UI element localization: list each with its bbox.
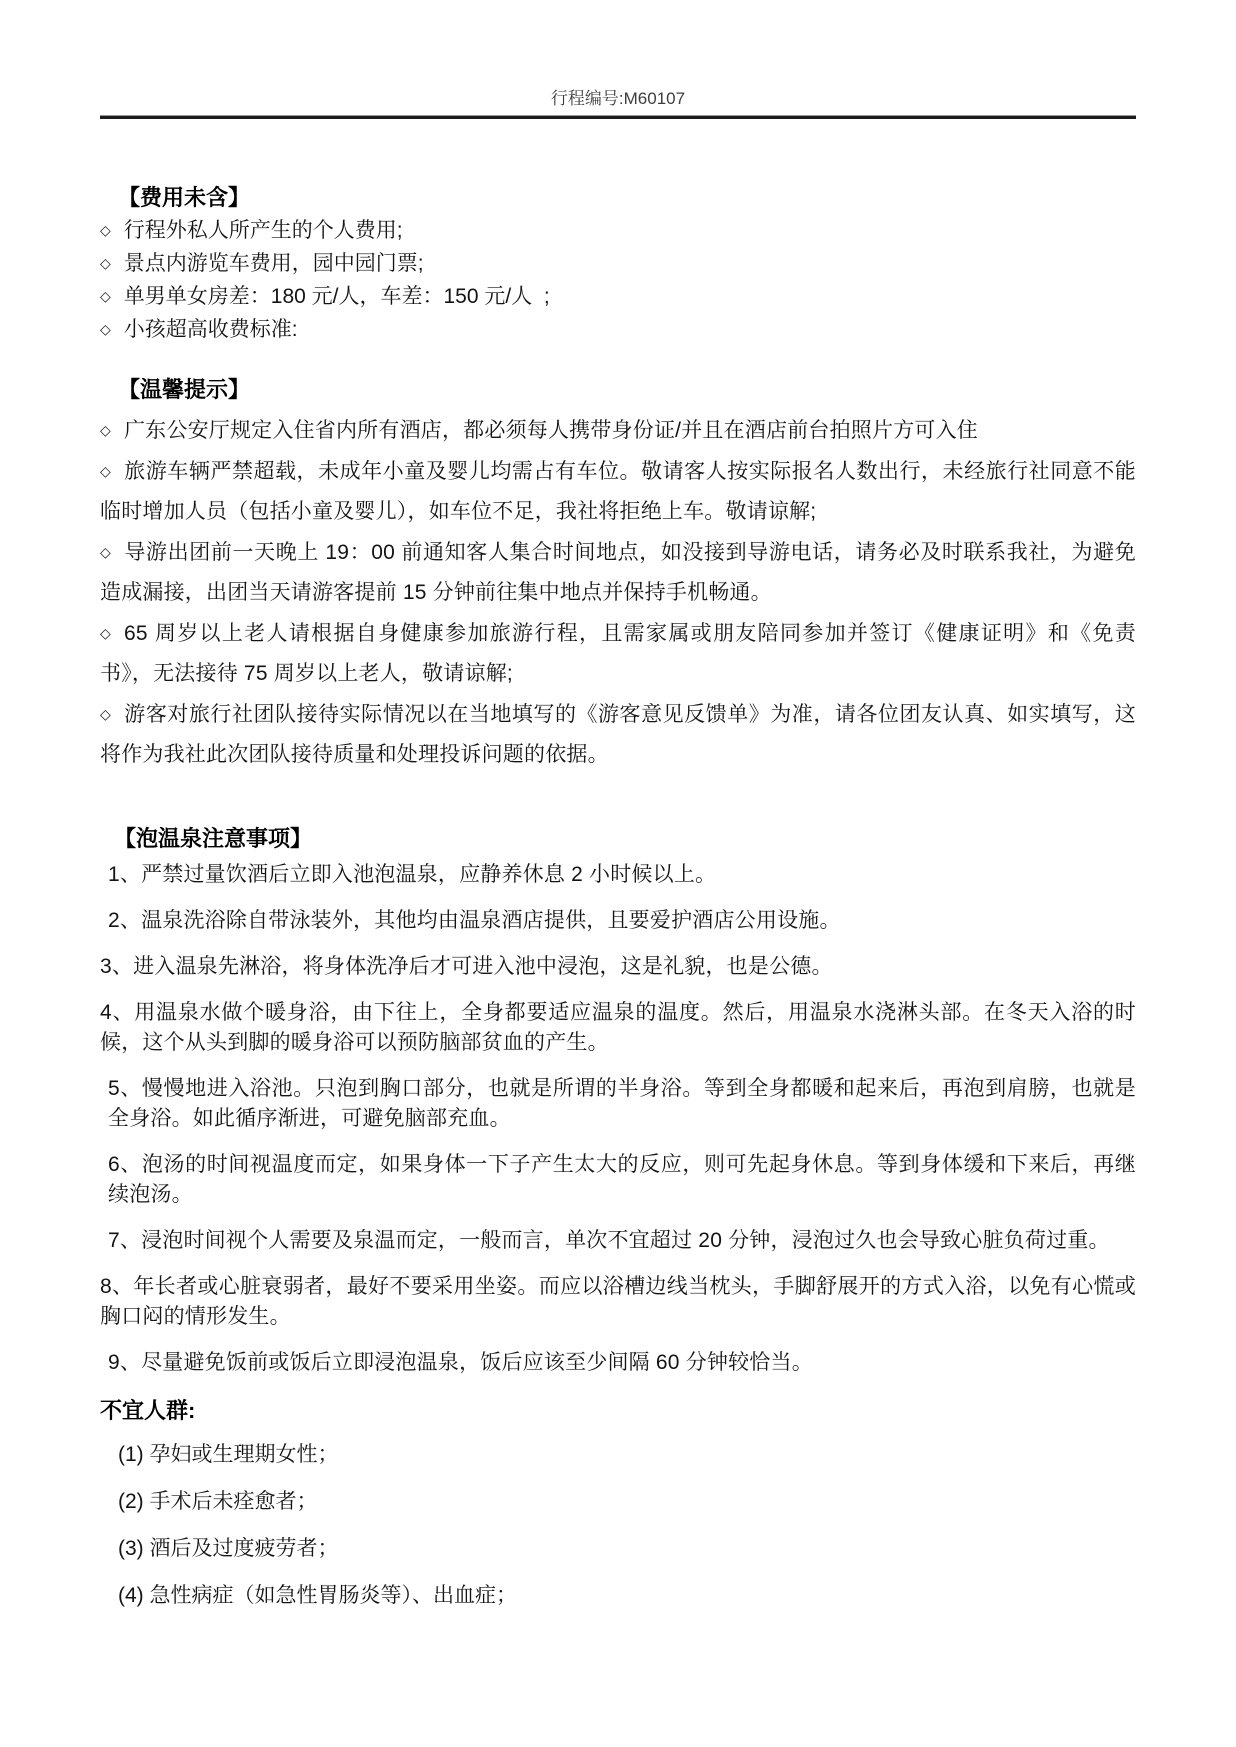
diamond-bullet-icon: ◇ [100,255,111,271]
diamond-bullet-icon: ◇ [100,706,111,722]
hotspring-item: 9、尽量避免饭前或饭后立即浸泡温泉，饭后应该至少间隔 60 分钟较恰当。 [108,1351,813,1374]
diamond-bullet-icon: ◇ [100,544,111,560]
fee-item-text: 景点内游览车费用，园中园门票; [123,252,424,275]
tip-item-text: 导游出团前一天晚上 19：00 前通知客人集合时间地点，如没接到导游电话，请务必及时联系我社，为避免造成漏接，出团当天请游客提前 15 分钟前往集中地点并保持手机畅通。 [100,541,1136,604]
diamond-bullet-icon: ◇ [100,625,111,641]
header-divider [100,116,1136,119]
hotspring-item: 8、年长者或心脏衰弱者，最好不要采用坐姿。而应以浴槽边线当枕头，手脚舒展开的方式入浴，以免有心慌或胸口闷的情形发生。 [100,1275,1136,1328]
unsuitable-item: (2) 手术后未痊愈者； [118,1490,318,1513]
tip-item [100,613,1136,694]
unsuitable-item: (3) 酒后及过度疲劳者； [118,1537,339,1560]
diamond-bullet-icon: ◇ [100,288,111,304]
hotspring-item: 2、温泉洗浴除自带泳装外，其他均由温泉酒店提供，且要爱护酒店公用设施。 [108,909,841,932]
tip-item-text: 广东公安厅规定入住省内所有酒店，都必须每人携带身份证/并且在酒店前台拍照片方可入住 [123,419,978,442]
unsuitable-item: (4) 急性病症（如急性胃肠炎等）、出血症； [118,1584,517,1607]
fee-item-text: 单男单女房差：180 元/人，车差：150 元/人 ; [123,285,550,308]
hotspring-section-title: 【泡温泉注意事项】 [114,826,313,851]
diamond-bullet-icon: ◇ [100,222,111,238]
tip-item [100,694,1136,775]
doc-number: 行程编号:M60107 [550,89,686,108]
fee-item-text: 小孩超高收费标准: [123,318,298,341]
hotspring-item: 4、用温泉水做个暖身浴，由下往上，全身都要适应温泉的温度。然后，用温泉水浇淋头部。在冬天入浴的时候，这个从头到脚的暖身浴可以预防脑部贫血的产生。 [100,1001,1136,1054]
unsuitable-item: (1) 孕妇或生理期女性； [118,1443,339,1466]
fee-item [100,214,1136,247]
tip-item-text: 旅游车辆严禁超载，未成年小童及婴儿均需占有车位。敬请客人按实际报名人数出行，未经旅行社同意不能临时增加人员（包括小童及婴儿），如车位不足，我社将拒绝上车。敬请谅解; [100,460,1136,523]
section-hotspring-notes [100,822,1136,1378]
section-fees-excluded [100,181,1136,346]
tip-item-text: 游客对旅行社团队接待实际情况以在当地填写的《游客意见反馈单》为准，请各位团友认真、如实填写，这将作为我社此次团队接待质量和处理投诉问题的依据。 [100,703,1136,766]
fee-item-text: 行程外私人所产生的个人费用; [123,219,403,242]
tip-item [100,532,1136,613]
section-unsuitable-people [100,1394,1136,1612]
fee-item [100,280,1136,313]
tip-item-text: 65 周岁以上老人请根据自身健康参加旅游行程，且需家属或朋友陪同参加并签订《健康证明》和《免责书》，无法接待 75 周岁以上老人，敬请谅解; [100,622,1136,685]
tips-section-title: 【温馨提示】 [118,377,251,402]
unsuitable-title: 不宜人群: [100,1398,196,1423]
fees-section-title: 【费用未含】 [118,185,251,210]
fee-item [100,247,1136,280]
hotspring-item: 1、严禁过量饮酒后立即入池泡温泉，应静养休息 2 小时候以上。 [108,863,717,886]
hotspring-item: 7、浸泡时间视个人需要及泉温而定，一般而言，单次不宜超过 20 分钟，浸泡过久也会导致心脏负荷过重。 [108,1229,1110,1252]
fee-item [100,313,1136,346]
page-header [100,88,1136,119]
tip-item [100,410,1136,451]
diamond-bullet-icon: ◇ [100,463,111,479]
section-warm-tips [100,370,1136,775]
diamond-bullet-icon: ◇ [100,422,111,438]
hotspring-item: 5、慢慢地进入浴池。只泡到胸口部分，也就是所谓的半身浴。等到全身都暖和起来后，再泡到肩膀，也就是全身浴。如此循序渐进，可避免脑部充血。 [108,1077,1136,1130]
hotspring-item: 3、进入温泉先淋浴，将身体洗净后才可进入池中浸泡，这是礼貌，也是公德。 [100,955,833,978]
tip-item [100,451,1136,532]
hotspring-item: 6、泡汤的时间视温度而定，如果身体一下子产生太大的反应，则可先起身休息。等到身体缓和下来后，再继续泡汤。 [108,1153,1136,1206]
diamond-bullet-icon: ◇ [100,321,111,337]
